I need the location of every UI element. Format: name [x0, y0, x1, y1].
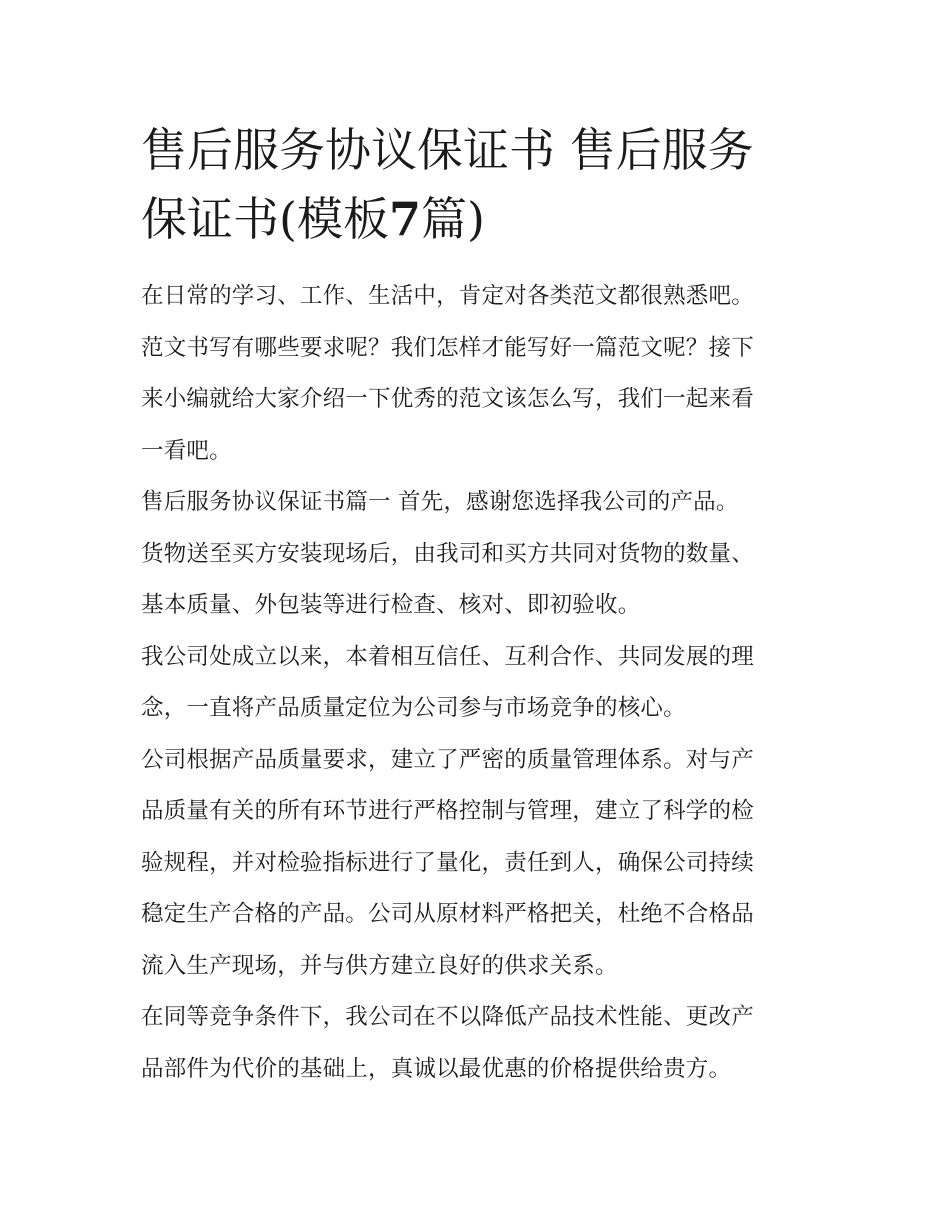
document-content: [141, 116, 813, 1095]
body-line: 流入生产现场，并与供方建立良好的供求关系。: [141, 952, 618, 979]
document-body: [141, 271, 813, 1095]
body-line: 在同等竞争条件下，我公司在不以降低产品技术性能、更改产: [141, 1004, 754, 1030]
body-line: 售后服务协议保证书篇一 首先，感谢您选择我公司的产品。: [141, 489, 739, 515]
title-line-2-part-a: 保证书(模板: [141, 192, 389, 246]
body-line: 一看吧。: [141, 437, 232, 464]
body-line: 品部件为代价的基础上，真诚以最优惠的价格提供给贵方。: [141, 1055, 732, 1082]
title-line-2: [141, 185, 813, 254]
body-line: 基本质量、外包装等进行检查、核对、即初验收。: [141, 592, 641, 618]
body-line: 验规程，并对检验指标进行了量化，责任到人，确保公司持续: [141, 849, 754, 876]
body-line: 稳定生产合格的产品。公司从原材料严格把关，杜绝不合格品: [141, 901, 754, 927]
body-line: 我公司处成立以来，本着相互信任、互利合作、共同发展的理: [141, 643, 754, 670]
title-line-2-part-c: 篇): [420, 192, 485, 246]
body-line: 公司根据产品质量要求，建立了严密的质量管理体系。对与产: [141, 746, 754, 773]
body-line: 品质量有关的所有环节进行严格控制与管理，建立了科学的检: [141, 798, 754, 824]
body-line: 念，一直将产品质量定位为公司参与市场竞争的核心。: [141, 695, 686, 721]
body-line: 在日常的学习、工作、生活中，肯定对各类范文都很熟悉吧。: [141, 283, 754, 309]
body-line: 范文书写有哪些要求呢？我们怎样才能写好一篇范文呢？接下: [141, 334, 754, 361]
title-template-count: 7: [388, 192, 421, 246]
title-line-1: 售后服务协议保证书 售后服务: [141, 123, 754, 177]
body-line: 来小编就给大家介绍一下优秀的范文该怎么写，我们一起来看: [141, 386, 754, 412]
document-title: [141, 116, 813, 254]
body-line: 货物送至买方安装现场后，由我司和买方共同对货物的数量、: [141, 540, 754, 567]
